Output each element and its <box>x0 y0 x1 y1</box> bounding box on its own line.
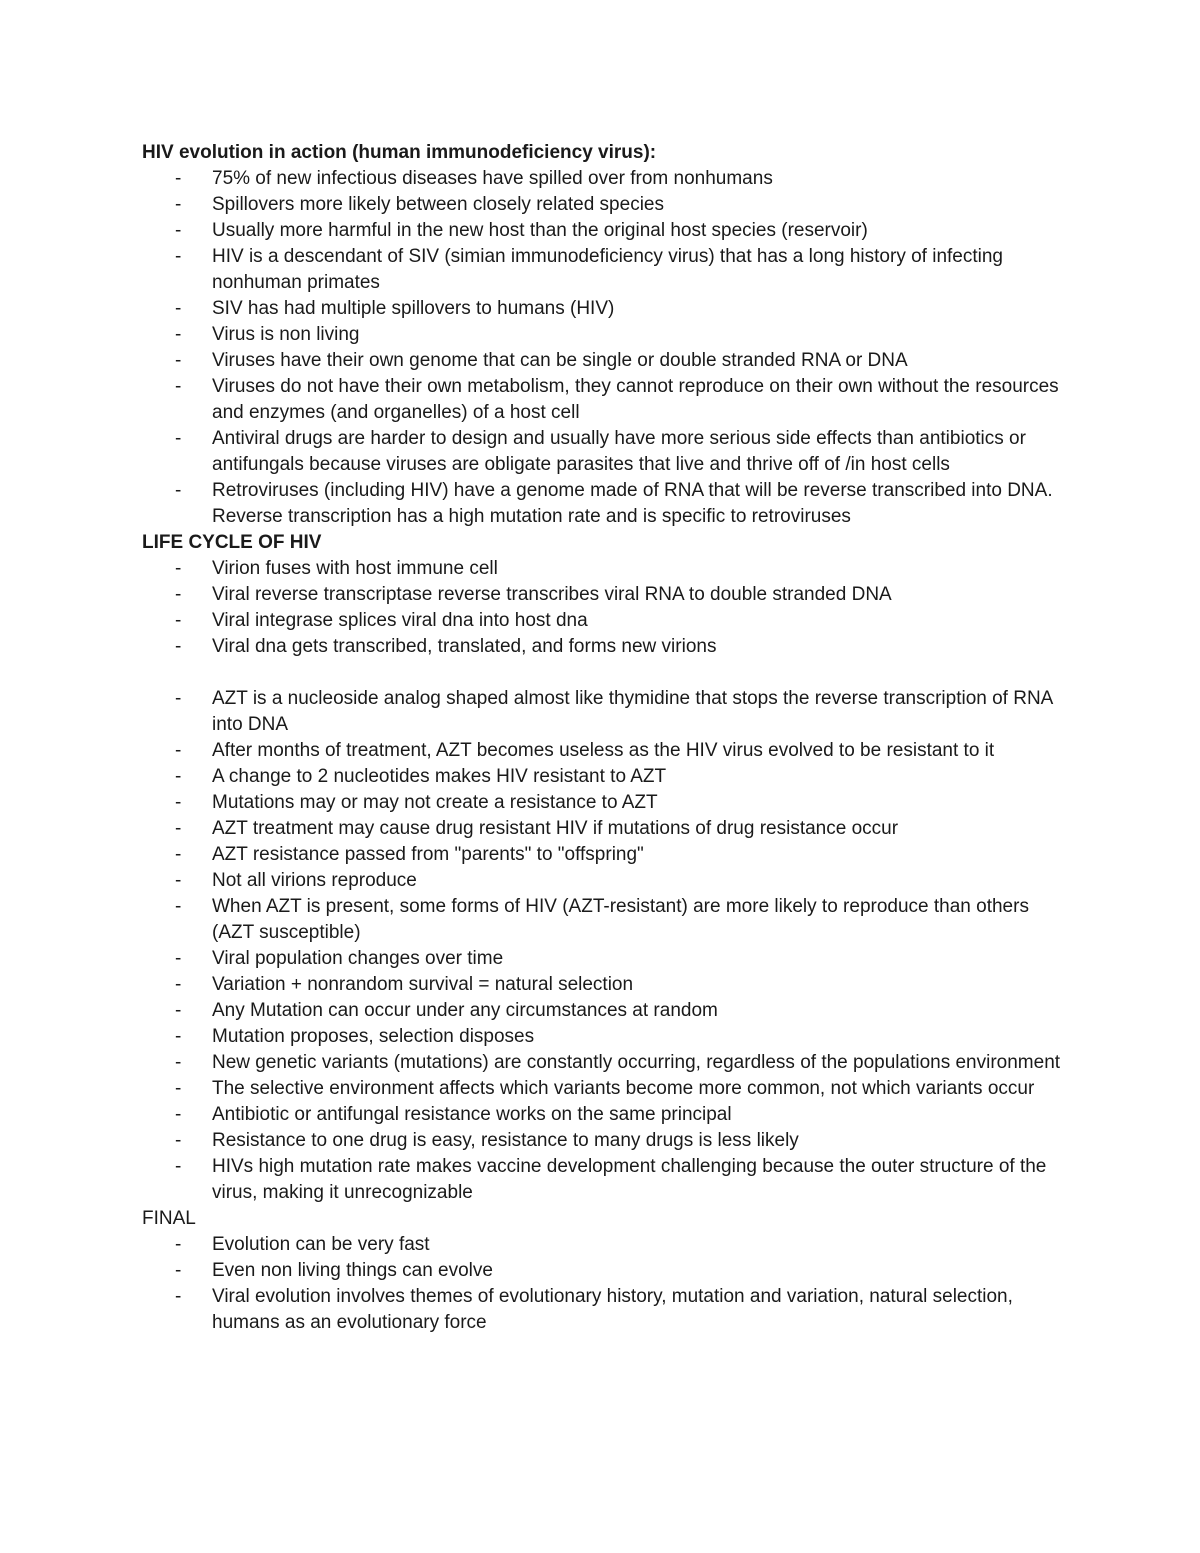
bullet-list <box>142 556 1072 660</box>
list-item-text: Antibiotic or antifungal resistance works on the same principal <box>212 1104 732 1125</box>
dash-bullet: - <box>175 1026 182 1047</box>
list-item-text: New genetic variants (mutations) are constantly occurring, regardless of the populations environment <box>212 1052 1061 1073</box>
list-item-text: The selective environment affects which variants become more common, not which variants occur <box>212 1078 1035 1099</box>
list-item-text: Any Mutation can occur under any circumstances at random <box>212 1000 718 1021</box>
list-item-text: Variation + nonrandom survival = natural selection <box>212 974 634 995</box>
dash-bullet: - <box>175 1078 182 1099</box>
list-item <box>142 998 1072 1024</box>
list-item <box>142 738 1072 764</box>
list-item-text: Viruses have their own genome that can be single or double stranded RNA or DNA <box>212 350 908 371</box>
list-item <box>142 166 1072 192</box>
list-item-text: After months of treatment, AZT becomes useless as the HIV virus evolved to be resistant to it <box>212 740 995 761</box>
dash-bullet: - <box>175 1130 182 1151</box>
list-item-text: AZT resistance passed from "parents" to "offspring" <box>212 844 644 865</box>
list-item-text: Usually more harmful in the new host than the original host species (reservoir) <box>212 220 868 241</box>
list-item-text: HIVs high mutation rate makes vaccine development challenging because the outer structure of the virus, making it unrecognizable <box>212 1156 1047 1203</box>
list-item <box>142 894 1072 946</box>
list-item-text: Resistance to one drug is easy, resistance to many drugs is less likely <box>212 1130 799 1151</box>
list-item <box>142 1284 1072 1336</box>
dash-bullet: - <box>175 688 182 709</box>
list-item <box>142 1154 1072 1206</box>
section-heading: FINAL <box>142 1208 196 1229</box>
list-item <box>142 218 1072 244</box>
dash-bullet: - <box>175 1052 182 1073</box>
dash-bullet: - <box>175 896 182 917</box>
list-item <box>142 348 1072 374</box>
list-item <box>142 1050 1072 1076</box>
section-heading: HIV evolution in action (human immunodeficiency virus): <box>142 142 657 163</box>
list-item-text: Antiviral drugs are harder to design and usually have more serious side effects than antibiotics or antifungals because viruses are obligate parasites that live and thrive off of /in host cells <box>212 428 1026 475</box>
list-item <box>142 1232 1072 1258</box>
dash-bullet: - <box>175 584 182 605</box>
dash-bullet: - <box>175 558 182 579</box>
list-item <box>142 1076 1072 1102</box>
list-item-text: Viral population changes over time <box>212 948 504 969</box>
list-item <box>142 842 1072 868</box>
list-item-text: A change to 2 nucleotides makes HIV resistant to AZT <box>212 766 667 787</box>
dash-bullet: - <box>175 246 182 267</box>
list-item <box>142 374 1072 426</box>
list-item <box>142 686 1072 738</box>
list-item <box>142 1102 1072 1128</box>
list-item-text: AZT is a nucleoside analog shaped almost like thymidine that stops the reverse transcription of RNA into DNA <box>212 688 1053 735</box>
dash-bullet: - <box>175 766 182 787</box>
dash-bullet: - <box>175 610 182 631</box>
dash-bullet: - <box>175 376 182 397</box>
bullet-list <box>142 166 1072 530</box>
list-item <box>142 816 1072 842</box>
list-item <box>142 608 1072 634</box>
list-item <box>142 582 1072 608</box>
list-item-text: Spillovers more likely between closely related species <box>212 194 664 215</box>
list-item <box>142 556 1072 582</box>
list-item <box>142 244 1072 296</box>
list-item-text: Virus is non living <box>212 324 360 345</box>
list-item <box>142 972 1072 998</box>
dash-bullet: - <box>175 792 182 813</box>
dash-bullet: - <box>175 974 182 995</box>
dash-bullet: - <box>175 1104 182 1125</box>
list-item <box>142 1258 1072 1284</box>
list-item <box>142 946 1072 972</box>
list-item <box>142 634 1072 660</box>
list-item-text: Retroviruses (including HIV) have a genome made of RNA that will be reverse transcribed into DNA. Reverse transcription has a high mutation rate and is specific to retroviruses <box>212 480 1053 527</box>
dash-bullet: - <box>175 324 182 345</box>
document-page <box>142 140 1072 1336</box>
dash-bullet: - <box>175 818 182 839</box>
list-item <box>142 192 1072 218</box>
list-item <box>142 790 1072 816</box>
dash-bullet: - <box>175 844 182 865</box>
list-item-text: AZT treatment may cause drug resistant HIV if mutations of drug resistance occur <box>212 818 899 839</box>
dash-bullet: - <box>175 1000 182 1021</box>
list-item-text: Evolution can be very fast <box>212 1234 430 1255</box>
list-item-text: Viral evolution involves themes of evolutionary history, mutation and variation, natural selection, humans as an evolutionary force <box>212 1286 1013 1333</box>
dash-bullet: - <box>175 220 182 241</box>
list-item <box>142 478 1072 530</box>
dash-bullet: - <box>175 298 182 319</box>
list-item-text: When AZT is present, some forms of HIV (AZT-resistant) are more likely to reproduce than others (AZT susceptible) <box>212 896 1029 943</box>
dash-bullet: - <box>175 740 182 761</box>
list-item-text: Virion fuses with host immune cell <box>212 558 498 579</box>
dash-bullet: - <box>175 1234 182 1255</box>
dash-bullet: - <box>175 168 182 189</box>
dash-bullet: - <box>175 480 182 501</box>
dash-bullet: - <box>175 428 182 449</box>
list-item-text: SIV has had multiple spillovers to humans (HIV) <box>212 298 615 319</box>
list-item <box>142 764 1072 790</box>
dash-bullet: - <box>175 350 182 371</box>
list-item <box>142 1128 1072 1154</box>
list-item-text: Viral reverse transcriptase reverse transcribes viral RNA to double stranded DNA <box>212 584 892 605</box>
list-item-text: Mutation proposes, selection disposes <box>212 1026 535 1047</box>
dash-bullet: - <box>175 1286 182 1307</box>
list-item-text: Viral dna gets transcribed, translated, and forms new virions <box>212 636 717 657</box>
list-item <box>142 296 1072 322</box>
list-item-text: 75% of new infectious diseases have spilled over from nonhumans <box>212 168 773 189</box>
list-item-text: Viral integrase splices viral dna into host dna <box>212 610 588 631</box>
dash-bullet: - <box>175 636 182 657</box>
list-item <box>142 1024 1072 1050</box>
bullet-list <box>142 1232 1072 1336</box>
dash-bullet: - <box>175 870 182 891</box>
list-item-text: Even non living things can evolve <box>212 1260 493 1281</box>
list-item-text: HIV is a descendant of SIV (simian immunodeficiency virus) that has a long history of infecting nonhuman primates <box>212 246 1003 293</box>
list-item-text: Mutations may or may not create a resistance to AZT <box>212 792 658 813</box>
list-item-text: Not all virions reproduce <box>212 870 417 891</box>
list-item <box>142 322 1072 348</box>
list-item-text: Viruses do not have their own metabolism, they cannot reproduce on their own without the resources and enzymes (and organelles) of a host cell <box>212 376 1059 423</box>
dash-bullet: - <box>175 1260 182 1281</box>
bullet-list <box>142 686 1072 1206</box>
dash-bullet: - <box>175 1156 182 1177</box>
blank-line <box>142 660 1072 686</box>
document-content <box>142 140 1072 1336</box>
list-item <box>142 426 1072 478</box>
dash-bullet: - <box>175 194 182 215</box>
dash-bullet: - <box>175 948 182 969</box>
list-item <box>142 868 1072 894</box>
section-heading: LIFE CYCLE OF HIV <box>142 532 322 553</box>
